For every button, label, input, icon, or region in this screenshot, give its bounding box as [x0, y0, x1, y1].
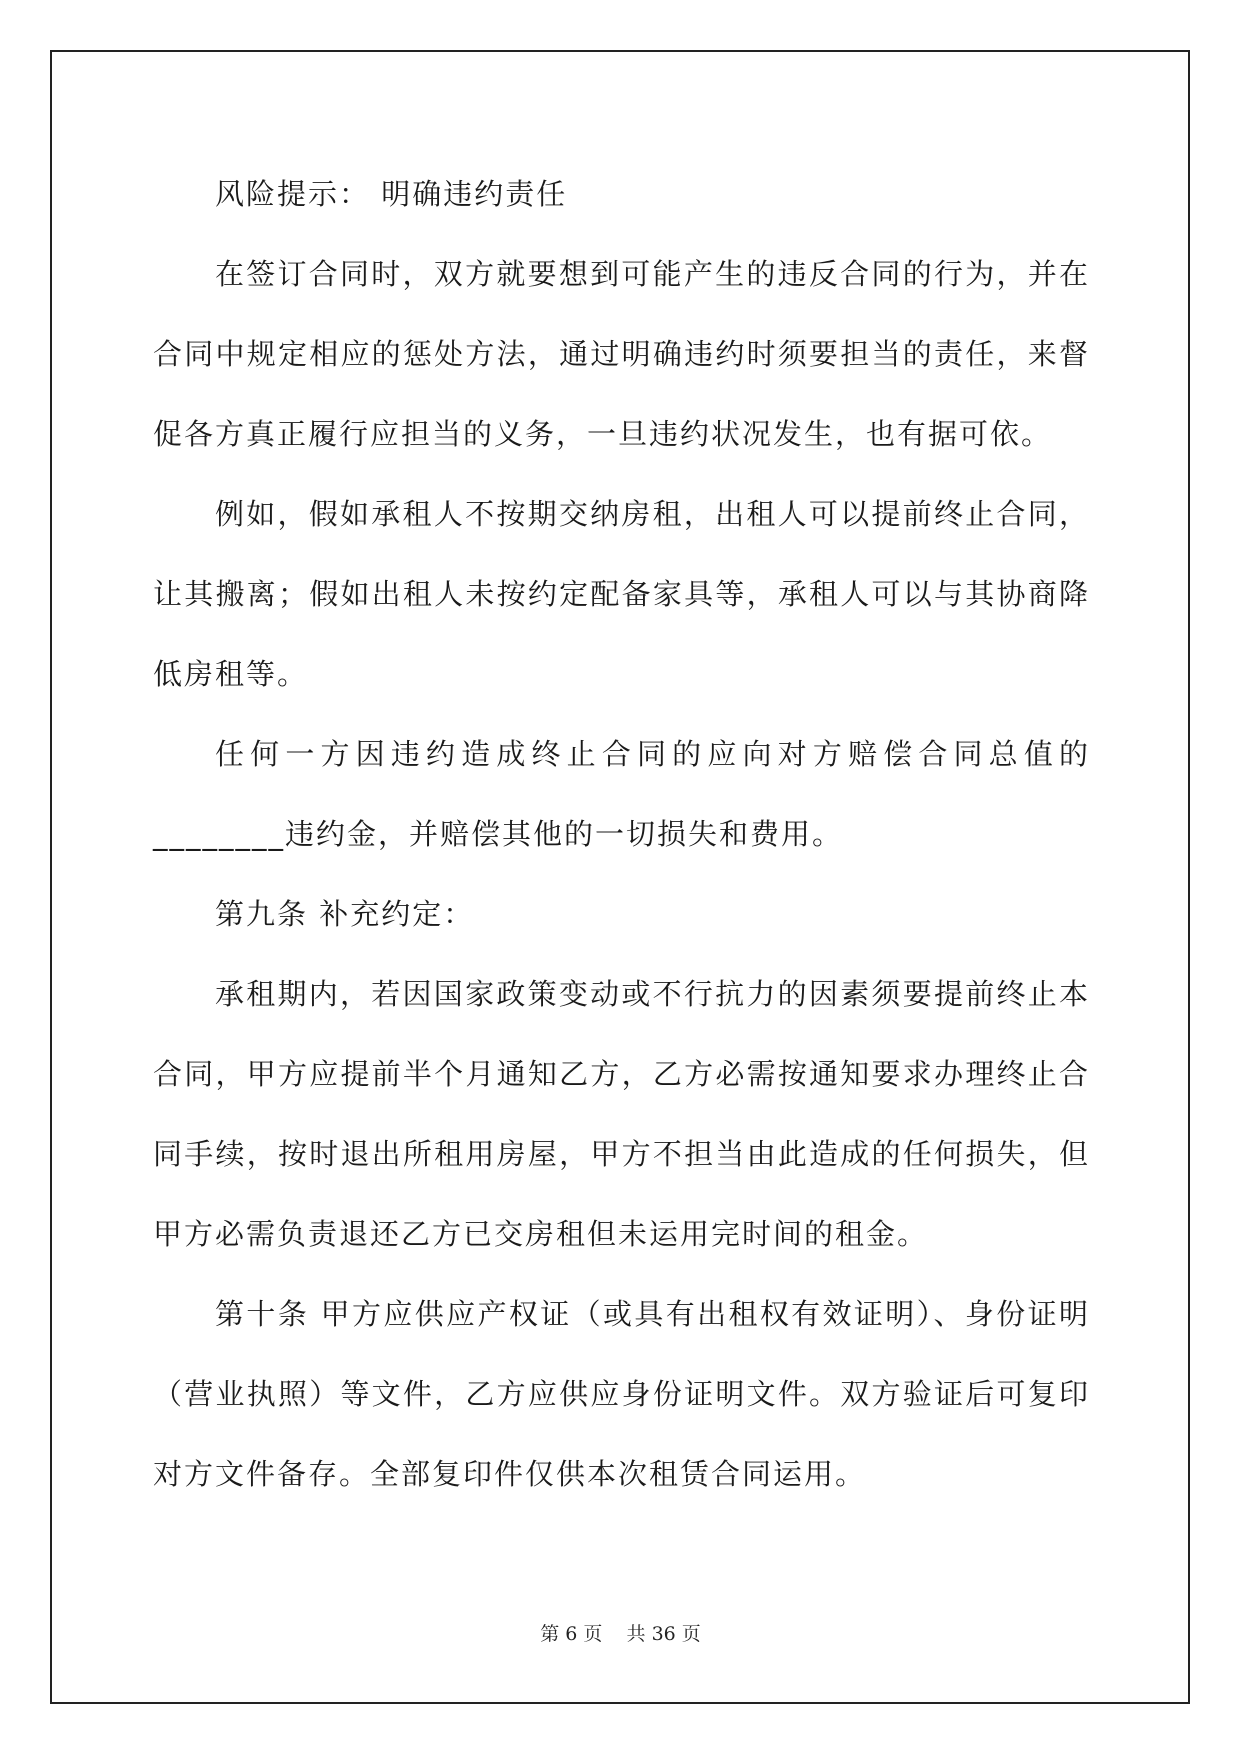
paragraph-line: 甲方必需负责退还乙方已交房租但未运用完时间的租金。 — [153, 1217, 929, 1251]
paragraph-line: 风险提示： 明确违约责任 — [215, 177, 568, 211]
paragraph-line: 低房租等。 — [153, 657, 309, 691]
paragraph-line: ________违约金，并赔偿其他的一切损失和费用。 — [153, 817, 844, 851]
paragraph-line: 让其搬离；假如出租人未按约定配备家具等，承租人可以与其协商降 — [153, 577, 1088, 611]
paragraph-line: 承租期内，若因国家政策变动或不行抗力的因素须要提前终止本 — [215, 977, 1088, 1011]
page-number: 第 6 页 共 36 页 — [540, 1623, 701, 1645]
paragraph-line: 第九条 补充约定： — [215, 897, 475, 931]
paragraph-line: 任何一方因违约造成终止合同的应向对方赔偿合同总值的 — [215, 737, 1088, 771]
page-footer — [0, 1621, 1241, 1647]
paragraph-line: 第十条 甲方应供应产权证（或具有出租权有效证明）、身份证明 — [215, 1297, 1088, 1331]
paragraph-line: 同手续，按时退出所租用房屋，甲方不担当由此造成的任何损失，但 — [153, 1137, 1088, 1171]
paragraph-line: 促各方真正履行应担当的义务，一旦违约状况发生，也有据可依。 — [153, 417, 1053, 451]
paragraph-line: 在签订合同时，双方就要想到可能产生的违反合同的行为，并在 — [215, 257, 1088, 291]
paragraph-line: 合同，甲方应提前半个月通知乙方，乙方必需按通知要求办理终止合 — [153, 1057, 1088, 1091]
paragraph-line: 合同中规定相应的惩处方法，通过明确违约时须要担当的责任，来督 — [153, 337, 1088, 371]
paragraph-line: 例如，假如承租人不按期交纳房租，出租人可以提前终止合同， — [215, 497, 1088, 531]
paragraph-line: 对方文件备存。全部复印件仅供本次租赁合同运用。 — [153, 1457, 867, 1491]
paragraph-line: （营业执照）等文件，乙方应供应身份证明文件。双方验证后可复印 — [153, 1377, 1088, 1411]
